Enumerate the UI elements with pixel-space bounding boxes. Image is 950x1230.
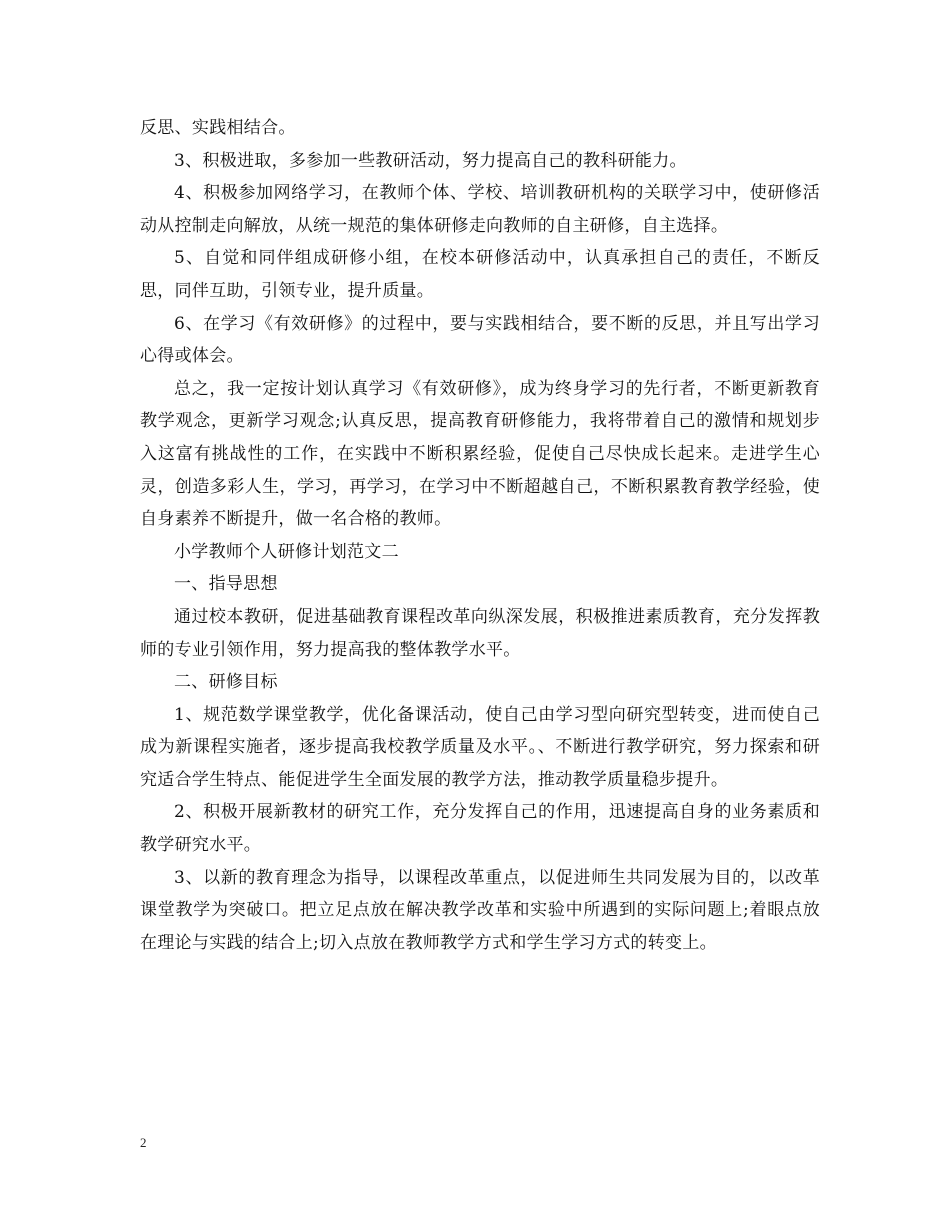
paragraph-guiding-ideology: 通过校本教研，促进基础教育课程改革向纵深发展，积极推进素质教育，充分发挥教师的专业引领作用，努力提高我的整体教学水平。 — [140, 606, 820, 660]
document-body — [140, 112, 820, 959]
paragraph-summary: 总之，我一定按计划认真学习《有效研修》，成为终身学习的先行者，不断更新教育教学观念，更新学习观念;认真反思，提高教育研修能力，我将带着自己的激情和规划步入这富有挑战性的工作，在实践中不断积累经验，促使自己尽快成长起来。走进学生心灵，创造多彩人生，学习，再学习，在学习中不断超越自己，不断积累教育教学经验，使自身素养不断提升，做一名合格的教师。 — [140, 378, 820, 530]
paragraph-continuation: 反思、实践相结合。 — [140, 118, 296, 138]
paragraph-item-6: 6、在学习《有效研修》的过程中，要与实践相结合，要不断的反思，并且写出学习心得或体会。 — [140, 313, 820, 367]
paragraph-item-4: 4、积极参加网络学习，在教师个体、学校、培训教研机构的关联学习中，使研修活动从控制走向解放，从统一规范的集体研修走向教师的自主研修，自主选择。 — [140, 183, 820, 236]
section-heading-research-goals: 二、研修目标 — [174, 672, 278, 693]
paragraph-item-3: 3、积极进取，多参加一些教研活动，努力提高自己的教科研能力。 — [174, 150, 687, 171]
paragraph-goal-2: 2、积极开展新教材的研究工作，充分发挥自己的作用，迅速提高自身的业务素质和教学研究水平。 — [140, 802, 820, 856]
section-heading-sample-two: 小学教师个人研修计划范文二 — [174, 541, 399, 562]
section-heading-guiding-ideology: 一、指导思想 — [174, 574, 278, 595]
paragraph-goal-1: 1、规范数学课堂教学，优化备课活动，使自己由学习型向研究型转变，进而使自己成为新课程实施者，逐步提高我校教学质量及水平。、不断进行教学研究，努力探索和研究适合学生特点、能促进学生全面发展的教学方法，推动教学质量稳步提升。 — [140, 704, 820, 790]
page-number: 2 — [140, 1135, 147, 1150]
paragraph-goal-3: 3、以新的教育理念为指导，以课程改革重点，以促进师生共同发展为目的，以改革课堂教学为突破口。把立足点放在解决教学改革和实验中所遇到的实际问题上;着眼点放在理论与实践的结合上;切入点放在教师教学方式和学生学习方式的转变上。 — [140, 867, 820, 953]
paragraph-item-5: 5、自觉和同伴组成研修小组，在校本研修活动中，认真承担自己的责任，不断反思，同伴互助，引领专业，提升质量。 — [140, 248, 820, 301]
